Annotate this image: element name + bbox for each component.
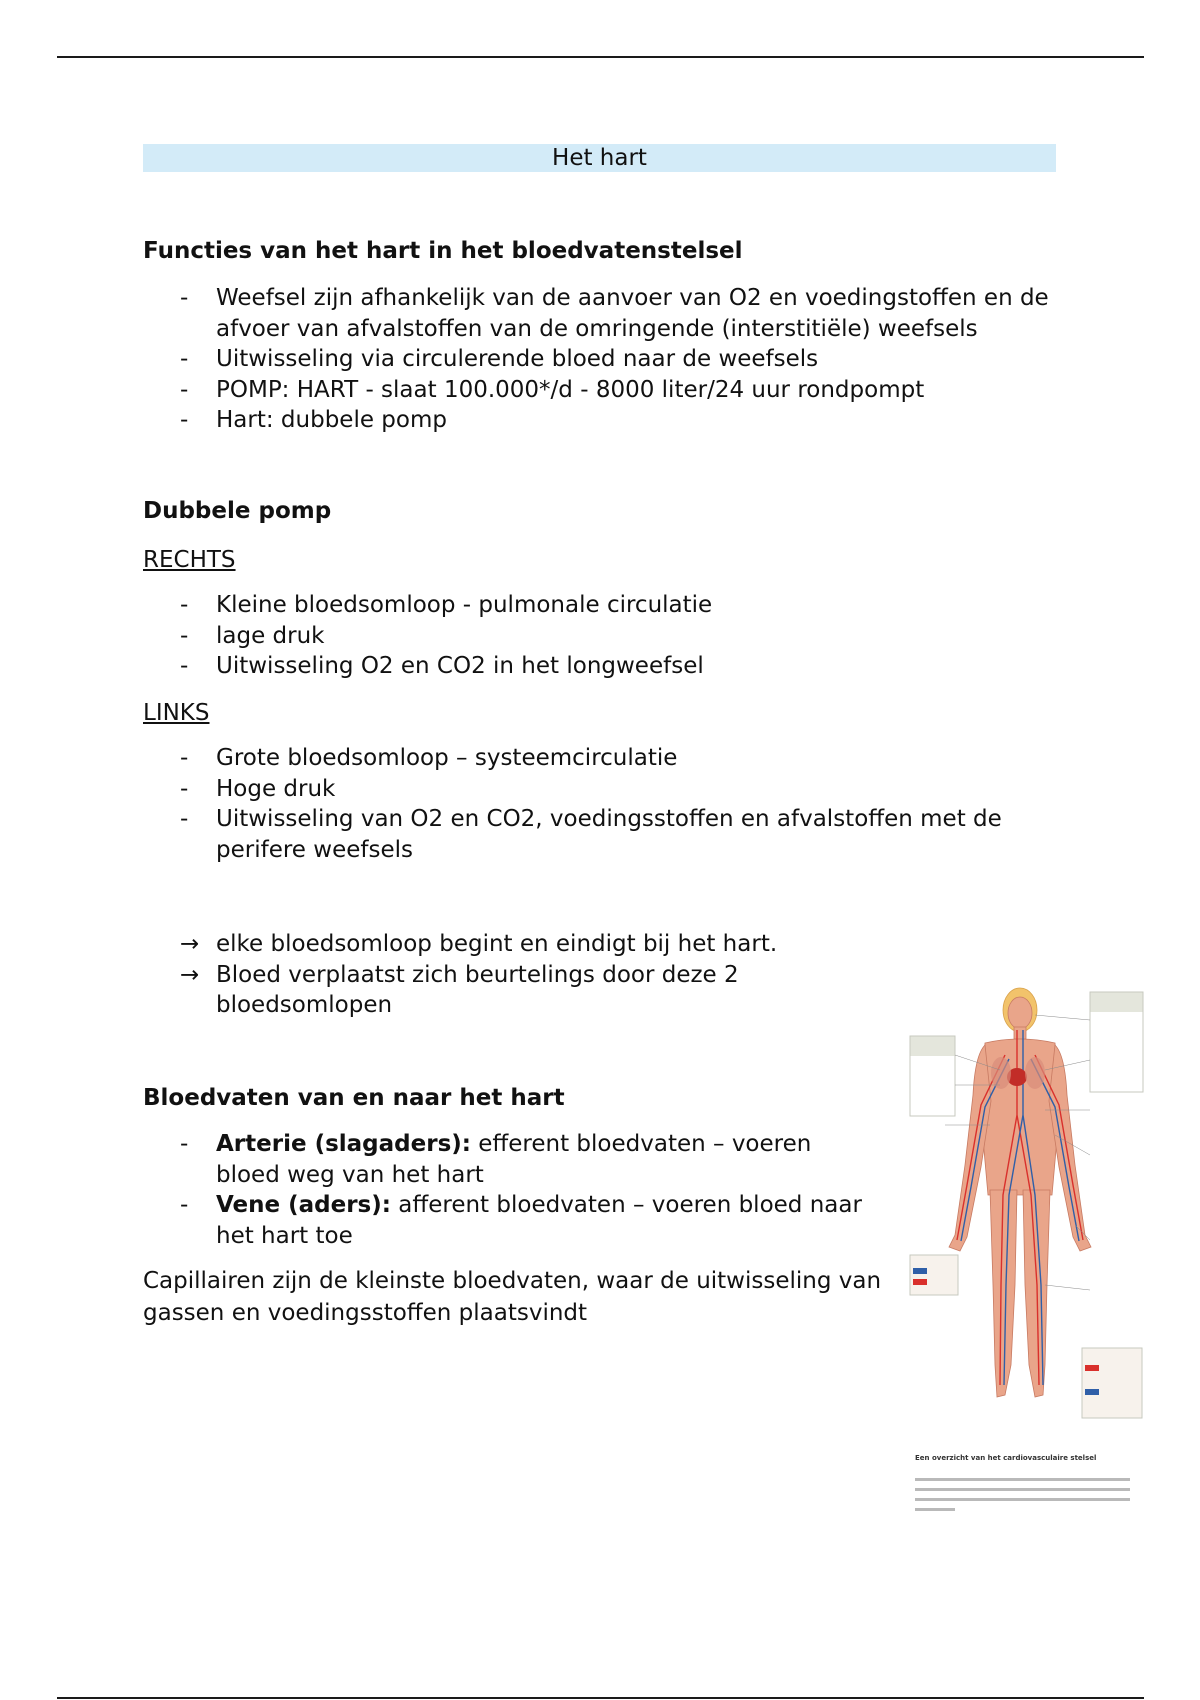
- arrow-icon: →: [180, 961, 200, 988]
- dash-marker: -: [180, 285, 189, 311]
- capillairen-paragraph: Capillairen zijn de kleinste bloedvaten, waar de uitwisseling van gassen en voedingsstoffen plaatsvindt: [143, 1268, 882, 1326]
- term-vene: Vene (aders):: [216, 1192, 391, 1218]
- list-item: - Uitwisseling via circulerende bloed naar de weefsels: [143, 344, 1063, 375]
- section-heading-bloedvaten: Bloedvaten van en naar het hart: [143, 1085, 565, 1111]
- body-illustration: [905, 985, 1145, 1520]
- dash-marker: -: [180, 1192, 189, 1218]
- bloedvaten-list: [143, 1129, 863, 1251]
- dash-marker: -: [180, 806, 189, 832]
- list-item: - Hart: dubbele pomp: [143, 405, 1063, 436]
- label-box: [1090, 992, 1143, 1012]
- lung-icon: [1025, 1057, 1045, 1089]
- legend-swatch: [913, 1268, 927, 1274]
- header-rule: [57, 56, 1144, 58]
- legend-box: [910, 1255, 958, 1295]
- figure-caption-text: [915, 1478, 1130, 1511]
- dash-marker: -: [180, 1131, 189, 1157]
- subheading-links: LINKS: [143, 700, 210, 726]
- label-box: [910, 1036, 955, 1056]
- legend-swatch: [1085, 1365, 1099, 1371]
- list-item: → elke bloedsomloop begint en eindigt bij het hart.: [143, 929, 823, 960]
- legend-swatch: [913, 1279, 927, 1285]
- list-item: - Arterie (slagaders): efferent bloedvaten – voeren bloed weg van het hart: [180, 1131, 812, 1188]
- functies-list: [143, 283, 1063, 436]
- list-item: - Grote bloedsomloop – systeemcirculatie: [143, 743, 1063, 774]
- legend-box: [1082, 1348, 1142, 1418]
- list-item: - Hoge druk: [143, 774, 1063, 805]
- section-heading-dubbele-pomp: Dubbele pomp: [143, 498, 332, 524]
- dash-marker: -: [180, 407, 189, 433]
- dash-marker: -: [180, 653, 189, 679]
- dash-marker: -: [180, 592, 189, 618]
- term-arterie: Arterie (slagaders):: [216, 1131, 471, 1157]
- dash-marker: -: [180, 775, 189, 802]
- list-item: - Kleine bloedsomloop - pulmonale circulatie: [143, 590, 1063, 621]
- arrow-icon: →: [180, 931, 200, 957]
- arrow-list: [143, 929, 823, 1021]
- list-item: - Weefsel zijn afhankelijk van de aanvoer van O2 en voedingstoffen en de afvoer van afvalstoffen van de omringende (interstitiële) weefsels: [180, 285, 1049, 342]
- page-title: Het hart: [143, 144, 1056, 172]
- figure-caption-title: Een overzicht van het cardiovasculaire stelsel: [915, 1454, 1097, 1462]
- dash-marker: -: [180, 745, 189, 771]
- subheading-rechts: RECHTS: [143, 547, 236, 573]
- dash-marker: -: [180, 346, 189, 372]
- footer-rule: [57, 1697, 1144, 1699]
- section-heading-functies: Functies van het hart in het bloedvatenstelsel: [143, 238, 743, 264]
- list-item: - Uitwisseling van O2 en CO2, voedingsstoffen en afvalstoffen met de perifere weefsels: [180, 806, 1002, 863]
- list-item: - POMP: HART - slaat 100.000*/d - 8000 liter/24 uur rondpompt: [143, 375, 1063, 406]
- dash-marker: -: [180, 376, 189, 403]
- list-item: - Uitwisseling O2 en CO2 in het longweefsel: [143, 651, 1063, 682]
- list-item: - lage druk: [143, 621, 1063, 652]
- lung-icon: [991, 1057, 1011, 1089]
- list-item: → Bloed verplaatst zich beurtelings door deze 2 bloedsomlopen: [180, 961, 739, 1018]
- rechts-list: [143, 590, 1063, 682]
- legend-swatch: [1085, 1389, 1099, 1395]
- dash-marker: -: [180, 622, 189, 649]
- list-item: - Vene (aders): afferent bloedvaten – voeren bloed naar het hart toe: [180, 1192, 862, 1249]
- links-list: [143, 743, 1063, 865]
- cardiovascular-figure: [905, 985, 1145, 1520]
